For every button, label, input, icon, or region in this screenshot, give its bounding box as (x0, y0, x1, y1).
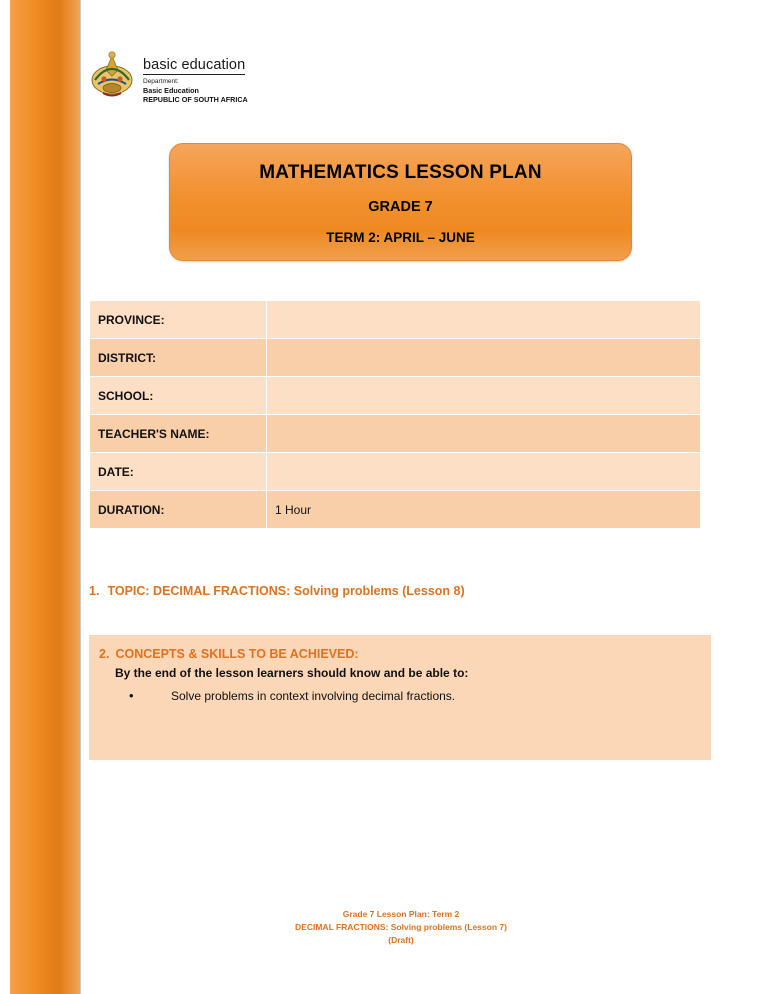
concepts-heading-row (99, 647, 697, 661)
banner-grade: GRADE 7 (368, 199, 433, 215)
list-item: • Solve problems in context involving decimal fractions. (99, 688, 697, 705)
footer-line-1: Grade 7 Lesson Plan: Term 2 (342, 909, 460, 919)
row-label-duration: DURATION: (90, 491, 267, 529)
footer-line-3: (Draft) (388, 935, 414, 945)
row-label-district: DISTRICT: (90, 339, 267, 377)
table-row (90, 301, 701, 339)
row-value-school[interactable] (267, 377, 701, 415)
republic-label: REPUBLIC OF SOUTH AFRICA (143, 95, 248, 104)
row-label-school: SCHOOL: (90, 377, 267, 415)
topic-number: 1. (89, 584, 100, 598)
department-name: Basic Education (143, 86, 199, 95)
table-row (90, 415, 701, 453)
topic-text: TOPIC: DECIMAL FRACTIONS: Solving problems (Lesson 8) (107, 584, 465, 598)
footer-line-2: DECIMAL FRACTIONS: Solving problems (Lesson 7) (295, 922, 507, 932)
document-page (81, 0, 768, 994)
row-value-duration[interactable]: 1 Hour (267, 491, 701, 529)
table-row (90, 377, 701, 415)
table-row (90, 339, 701, 377)
row-label-province: PROVINCE: (90, 301, 267, 339)
row-value-province[interactable] (267, 301, 701, 339)
left-decorative-bar (10, 0, 81, 994)
page-footer (81, 908, 721, 947)
row-value-district[interactable] (267, 339, 701, 377)
concepts-list (99, 688, 697, 705)
concepts-heading: CONCEPTS & SKILLS TO BE ACHIEVED: (115, 647, 359, 661)
basic-education-title: basic education (143, 57, 246, 73)
concepts-and-skills-box (89, 635, 711, 760)
concepts-number: 2. (99, 647, 110, 661)
department-header (89, 50, 248, 104)
lesson-plan-banner (169, 143, 632, 261)
banner-term: TERM 2: APRIL – JUNE (326, 230, 475, 245)
table-row (90, 453, 701, 491)
concepts-subheading: By the end of the lesson learners should know and be able to: (115, 666, 469, 680)
topic-section (89, 584, 729, 598)
row-value-date[interactable] (267, 453, 701, 491)
row-label-teacher-name: TEACHER'S NAME: (90, 415, 267, 453)
row-label-date: DATE: (90, 453, 267, 491)
department-label: Department: (143, 78, 179, 85)
table-row (90, 491, 701, 529)
department-text (143, 50, 248, 104)
lesson-info-table (89, 300, 701, 529)
south-africa-coat-of-arms-icon (89, 50, 135, 98)
banner-title: MATHEMATICS LESSON PLAN (259, 162, 542, 183)
row-value-teacher-name[interactable] (267, 415, 701, 453)
